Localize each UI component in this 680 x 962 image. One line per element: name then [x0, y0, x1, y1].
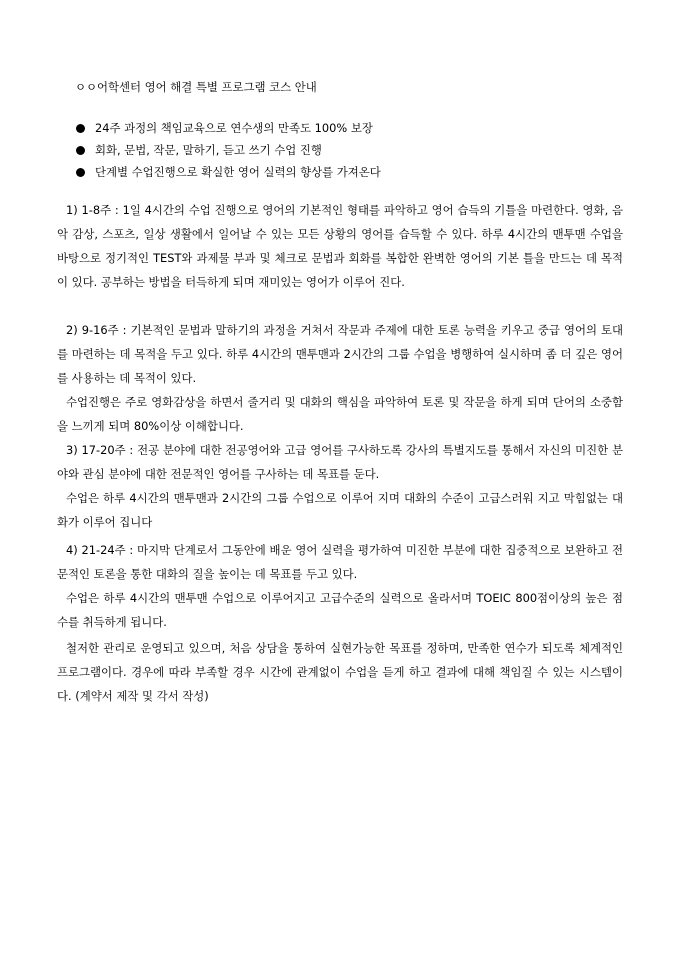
- bullet-text: 단계별 수업진행으로 확실한 영어 실력의 향상를 가져온다: [95, 165, 381, 179]
- bullet-text: 회화, 문법, 작문, 말하기, 듣고 쓰기 수업 진행: [95, 143, 322, 157]
- section-week-17-20: [57, 438, 623, 534]
- section-text: 3) 17-20주 : 전공 분야에 대한 전공영어와 고급 영어를 구사하도록 강사의 특별지도를 통해서 자신의 미진한 분야와 관심 분야에 대한 전문적인 영어를 구사하는 데 목표를 둔다.: [57, 443, 623, 481]
- section-extra-text: 수업은 하루 4시간의 맨투맨 수업으로 이루어지고 고급수준의 실력으로 올라서며 TOEIC 800점이상의 높은 점수를 취득하게 됩니다.: [57, 591, 623, 629]
- bullet-dot-icon: [76, 146, 85, 155]
- section-extra-text: 수업진행은 주로 영화감상을 하면서 줄거리 및 대화의 핵심을 파악하여 토론 및 작문을 하게 되며 단어의 소중함을 느끼게 되며 80%이상 이해합니다.: [57, 395, 623, 433]
- closing-paragraph: [57, 636, 623, 708]
- bullet-item: [70, 139, 381, 161]
- bullet-dot-icon: [76, 168, 85, 177]
- bullet-item: [70, 161, 381, 183]
- document-title: ㅇㅇ어학센터 영어 해결 특별 프로그램 코스 안내: [75, 80, 317, 94]
- section-text: 1) 1-8주 : 1일 4시간의 수업 진행으로 영어의 기본적인 형태를 파악하고 영어 습득의 기틀을 마련한다. 영화, 음악 감상, 스포츠, 일상 생활에서 일어날 수 있는 모든 상황의 영어를 습득할 수 있다. 하루 4시간의 맨투맨 수업을 바탕으로 정기적인 TEST와 과제물 부과 및 체크로 문법과 회화를 복합한 완벽한 영어의 기본 틀을 만드는 데 목적이 있다. 공부하는 방법을 터득하게 되며 재미있는 영어가 이루어 진다.: [57, 203, 623, 289]
- section-text: 4) 21-24주 : 마지막 단계로서 그동안에 배운 영어 실력을 평가하여 미진한 부분에 대한 집중적으로 보완하고 전문적인 토론을 통한 대화의 질을 높이는 데 목표를 두고 있다.: [57, 543, 623, 581]
- section-extra-text: 수업은 하루 4시간의 맨투맨과 2시간의 그룹 수업으로 이루어 지며 대화의 수준이 고급스러워 지고 막힘없는 대화가 이루어 집니다: [57, 491, 623, 529]
- closing-text: 철저한 관리로 운영되고 있으며, 처음 상담을 통하여 실현가능한 목표를 정하며, 만족한 연수가 되도록 체계적인 프로그램이다. 경우에 따라 부족할 경우 시간에 관계없이 수업을 듣게 하고 결과에 대해 책임질 수 있는 시스템이다. (계약서 제작 및 각서 작성): [57, 641, 623, 703]
- section-text: 2) 9-16주 : 기본적인 문법과 말하기의 과정을 거쳐서 작문과 주제에 대한 토론 능력을 키우고 중급 영어의 토대를 마련하는 데 목적을 두고 있다. 하루 4시간의 맨투맨과 2시간의 그룹 수업을 병행하여 실시하며 좀 더 깊은 영어를 사용하는 데 목적이 있다.: [57, 323, 623, 385]
- bullet-text: 24주 과정의 책임교육으로 연수생의 만족도 100% 보장: [95, 121, 373, 135]
- section-week-21-24: [57, 538, 623, 634]
- section-week-9-16: [57, 318, 623, 438]
- bullet-item: [70, 117, 381, 139]
- feature-bullet-list: [70, 117, 381, 183]
- section-week-1-8: [57, 198, 623, 294]
- bullet-dot-icon: [76, 124, 85, 133]
